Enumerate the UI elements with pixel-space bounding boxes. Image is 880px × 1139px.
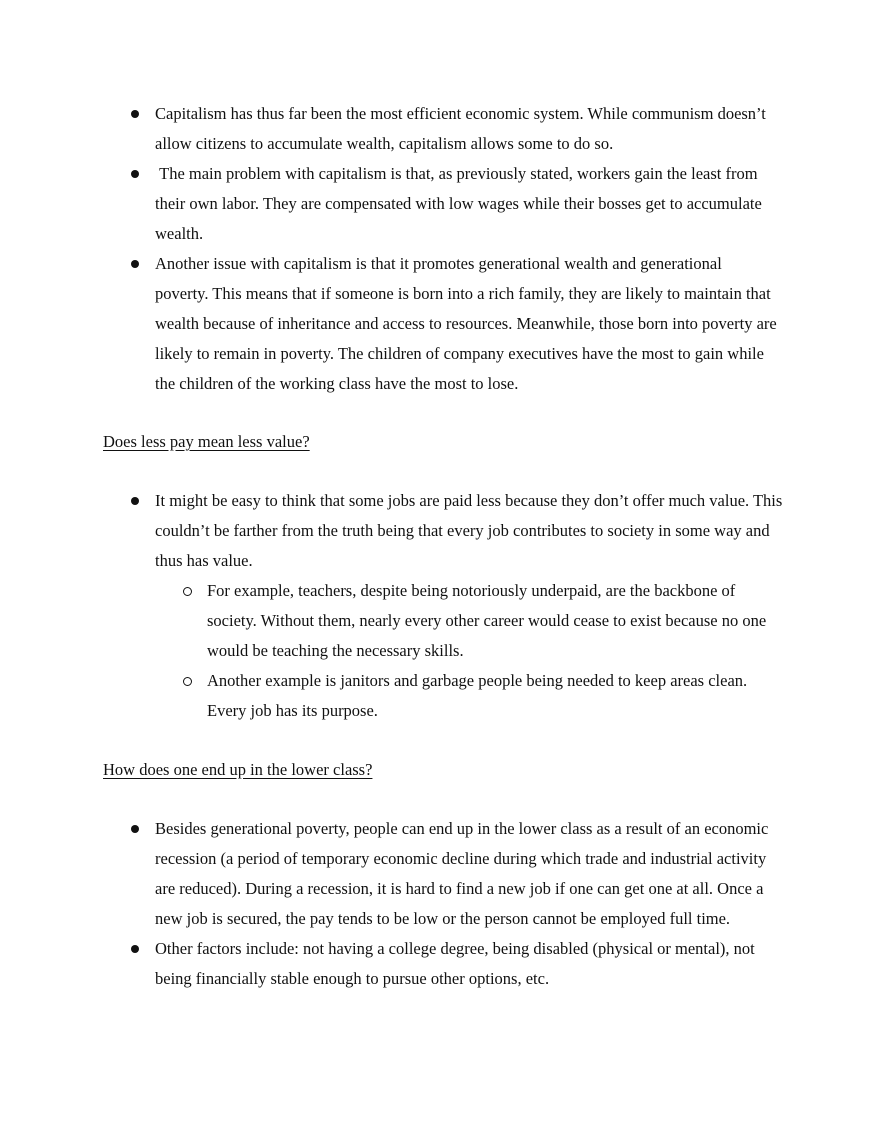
bullet-disc-icon <box>131 945 139 953</box>
capitalism-bullet-list <box>0 99 880 399</box>
sub-list-item <box>0 576 880 666</box>
sub-bullet-text: Another example is janitors and garbage people being needed to keep areas clean. Every job has its purpose. <box>207 671 748 720</box>
value-bullet-list <box>0 486 880 726</box>
section-heading-less-pay: Does less pay mean less value? <box>103 432 310 451</box>
bullet-text: Capitalism has thus far been the most efficient economic system. While communism doesn’t allow citizens to accumulate wealth, capitalism allows some to do so. <box>155 104 766 153</box>
list-item <box>0 814 880 934</box>
section-heading-lower-class: How does one end up in the lower class? <box>103 760 373 779</box>
bullet-disc-icon <box>131 170 139 178</box>
list-item <box>0 249 880 399</box>
list-item <box>0 99 880 159</box>
sub-bullet-text: For example, teachers, despite being notoriously underpaid, are the backbone of society. Without them, nearly every other career would cease to exist because no one would be teaching the necessary skills. <box>207 581 767 660</box>
bullet-disc-icon <box>131 110 139 118</box>
list-item <box>0 159 880 249</box>
bullet-disc-icon <box>131 497 139 505</box>
bullet-circle-icon <box>183 587 192 596</box>
bullet-text: It might be easy to think that some jobs are paid less because they don’t offer much value. This couldn’t be farther from the truth being that every job contributes to society in some way and thus has value. <box>155 491 783 570</box>
bullet-circle-icon <box>183 677 192 686</box>
list-item <box>0 486 880 576</box>
bullet-text: Another issue with capitalism is that it promotes generational wealth and generational poverty. This means that if someone is born into a rich family, they are likely to maintain that wealth because of inheritance and access to resources. Meanwhile, those born into poverty are likely to remain in poverty. The children of company executives have the most to gain while the children of the working class have the most to lose. <box>155 254 777 393</box>
bullet-text: Besides generational poverty, people can end up in the lower class as a result of an economic recession (a period of temporary economic decline during which trade and industrial activity are reduced). During a recession, it is hard to find a new job if one can get one at all. Once a new job is secured, the pay tends to be low or the person cannot be employed full time. <box>155 819 769 928</box>
sub-list-item <box>0 666 880 726</box>
list-item <box>0 934 880 994</box>
bullet-text: The main problem with capitalism is that, as previously stated, workers gain the least from their own labor. They are compensated with low wages while their bosses get to accumulate wealth. <box>155 164 766 243</box>
bullet-disc-icon <box>131 825 139 833</box>
lower-class-bullet-list <box>0 814 880 994</box>
bullet-text: Other factors include: not having a college degree, being disabled (physical or mental), not being financially stable enough to pursue other options, etc. <box>155 939 755 988</box>
bullet-disc-icon <box>131 260 139 268</box>
